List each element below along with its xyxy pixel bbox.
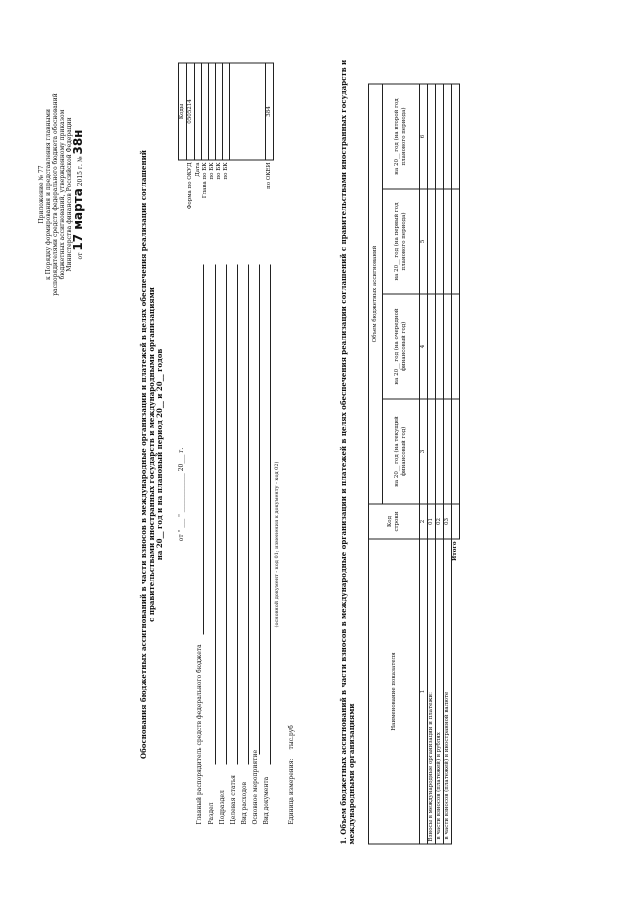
doc-type-hint: (основной документ - код 01; изменения к документу - код 02) — [274, 461, 280, 628]
table-cell — [436, 84, 444, 189]
table-cell — [452, 504, 460, 539]
row-name: Взносы в международные организации и платежи: — [428, 539, 436, 844]
section-line-2: международными организациями — [347, 703, 356, 845]
table-row-total — [452, 84, 460, 844]
table-cell — [428, 189, 436, 294]
table-cell — [444, 189, 452, 294]
field-underline — [270, 265, 271, 765]
table-row — [428, 84, 436, 844]
date-line: от " ___ " _____________ 20___ г. — [178, 447, 185, 542]
code-label: по БК — [215, 162, 222, 180]
field-row — [219, 265, 230, 825]
header-col: на 20__ год (на второй год планового периода) — [383, 84, 420, 189]
code-label: по БК — [222, 162, 229, 180]
row-code: 02 — [436, 504, 444, 539]
field-label: Подраздел — [219, 790, 226, 825]
total-label: Итого — [452, 541, 458, 561]
field-underline — [237, 265, 238, 765]
approval-line-3: бюджетных ассигнований, утвержденному приказом — [59, 109, 66, 280]
codes-box — [178, 63, 274, 235]
code-label: Дата — [194, 162, 201, 177]
field-label: Главный распорядитель средств федерального бюджета — [196, 644, 203, 825]
table-cell — [436, 399, 444, 504]
unit-label: Единица измерения: — [288, 758, 295, 825]
table-cell — [428, 84, 436, 189]
table-cell — [444, 294, 452, 399]
code-value — [202, 63, 209, 160]
document-title — [140, 65, 164, 845]
row-name: в части взносов (платежей) в рублях — [436, 539, 444, 844]
code-label: Форма по ОКУД — [187, 162, 193, 210]
approval-year: 2015 г. № — [77, 156, 84, 187]
approval-line-1: к Порядку формирования и представления главными — [45, 109, 52, 280]
table-cell — [452, 294, 460, 399]
approval-line-4: Министерства финансов Российской Федерации — [66, 117, 73, 272]
table-cell — [444, 399, 452, 504]
table-row — [436, 84, 444, 844]
codes-header: Коды — [179, 63, 187, 160]
appendix-label: Приложение № 77 — [38, 165, 45, 224]
field-underline — [259, 265, 260, 755]
table-cell — [428, 294, 436, 399]
approval-number-handwritten: 38н — [71, 129, 85, 155]
row-code: 01 — [428, 504, 436, 539]
code-value — [216, 63, 223, 160]
title-line-1: Обоснования бюджетных ассигнований в части взносов в международные организации и платежей в целях обеспечения реализации соглашений — [139, 150, 148, 759]
title-line-3: на 20__ год и на плановый период 20__ и 20__ годов — [155, 348, 164, 561]
col-num: 2 — [420, 504, 428, 539]
approval-line-2: распорядителями средств федерального бюджета обоснований — [52, 93, 59, 296]
approval-date-handwritten: 17 марта — [71, 188, 85, 251]
row-name: в части взносов (платежей) в иностранной валюте — [444, 539, 452, 844]
field-row — [208, 265, 219, 825]
field-row — [241, 265, 252, 825]
code-label — [230, 160, 266, 235]
field-row — [230, 265, 241, 825]
code-value — [230, 63, 266, 160]
code-value — [209, 63, 216, 160]
unit-value: тыс.руб — [288, 725, 295, 750]
code-label: по БК — [208, 162, 215, 180]
header-col: на 20__ год (на текущий финансовый год) — [383, 399, 420, 504]
col-num: 1 — [420, 539, 428, 844]
unit-row — [288, 265, 300, 825]
header-col: на 20__ год (на очередной финансовый год) — [383, 294, 420, 399]
row-code: 03 — [444, 504, 452, 539]
header-name: Наименование показателя — [369, 539, 420, 844]
approval-block — [38, 45, 84, 345]
table-cell — [428, 399, 436, 504]
header-code: Код строки — [369, 504, 420, 539]
section-line-1: 1. Объем бюджетных ассигнований в части взносов в международные организации и платежей в целях обеспечения реализации соглашений с правительствами иностранных государств и — [339, 59, 348, 845]
field-underline — [203, 265, 204, 635]
code-value — [223, 63, 230, 160]
field-label: Вид документа — [263, 776, 270, 825]
field-underline — [248, 265, 249, 765]
field-row — [252, 265, 263, 825]
code-label: Глава по БК — [201, 162, 208, 199]
header-col: на 20__ год (на первый год планового периода) — [383, 189, 420, 294]
code-value: 0505214 — [187, 63, 195, 160]
section-heading — [340, 45, 356, 845]
col-num: 6 — [420, 84, 428, 189]
header-group: Объем бюджетных ассигнований — [369, 84, 383, 504]
table-cell — [452, 399, 460, 504]
approval-from: от — [77, 252, 84, 260]
field-label: Основное мероприятие — [252, 749, 259, 825]
code-value: 384 — [266, 63, 274, 160]
main-table — [368, 84, 460, 845]
field-underline — [226, 265, 227, 765]
col-num: 3 — [420, 399, 428, 504]
table-row — [444, 84, 452, 844]
col-num: 5 — [420, 189, 428, 294]
col-num: 4 — [420, 294, 428, 399]
field-underline — [215, 265, 216, 765]
table-cell — [436, 294, 444, 399]
field-row — [196, 265, 208, 825]
table-cell — [436, 189, 444, 294]
field-label: Целевая статья — [230, 775, 237, 825]
field-row — [263, 265, 274, 825]
table-cell — [452, 189, 460, 294]
title-line-2: с правительствами иностранных государств и международными организациями — [147, 287, 156, 622]
field-label: Раздел — [208, 802, 215, 825]
code-value — [195, 63, 202, 160]
code-label: по ОКЕИ — [266, 162, 272, 189]
table-cell — [444, 84, 452, 189]
form-fields — [196, 265, 300, 825]
field-label: Вид расходов — [241, 782, 248, 825]
table-cell — [452, 84, 460, 189]
